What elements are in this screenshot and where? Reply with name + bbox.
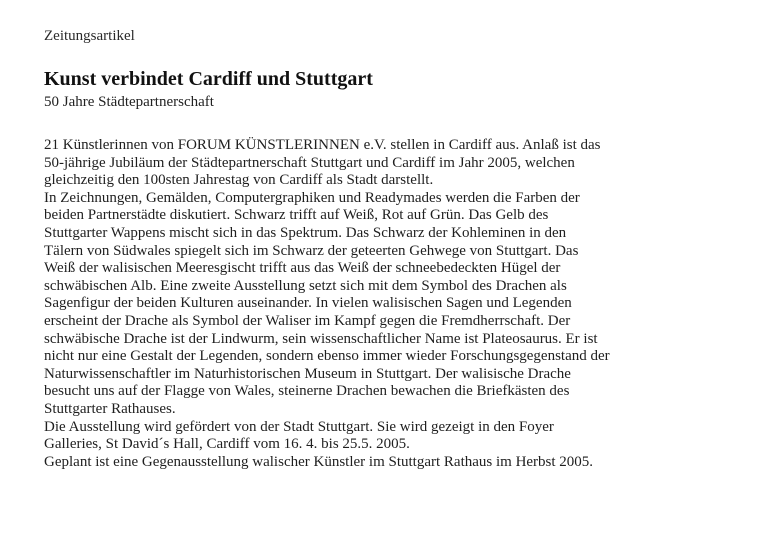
article-body-line: Geplant ist eine Gegenausstellung walischer Künstler im Stuttgart Rathaus im Herbst 2005. xyxy=(44,453,594,470)
article-headline: Kunst verbindet Cardiff und Stuttgart xyxy=(44,68,373,90)
article-body-line: Tälern von Südwales spiegelt sich im Schwarz der geteerten Gehwege von Stuttgart. Das xyxy=(44,242,579,259)
article-body-line: erscheint der Drache als Symbol der Waliser im Kampf gegen die Fremdherrschaft. Der xyxy=(44,312,571,329)
article-body-line: beiden Partnerstädte diskutiert. Schwarz trifft auf Weiß, Rot auf Grün. Das Gelb des xyxy=(44,207,549,224)
article-body-line: In Zeichnungen, Gemälden, Computergraphiken und Readymades werden die Farben der xyxy=(44,189,580,206)
article-body-line: besucht uns auf der Flagge von Wales, steinerne Drachen bewachen die Briefkästen des xyxy=(44,383,570,400)
article-subheadline: 50 Jahre Städtepartnerschaft xyxy=(44,94,214,110)
article-body-line: gleichzeitig den 100sten Jahrestag von Cardiff als Stadt darstellt. xyxy=(44,172,434,189)
article-body-line: Weiß der walisischen Meeresgischt trifft aus das Weiß der schneebedeckten Hügel der xyxy=(44,260,561,277)
article-body-line: nicht nur eine Gestalt der Legenden, sondern ebenso immer wieder Forschungsgegenstand der xyxy=(44,348,610,365)
article-body-line: Sagenfigur der beiden Kulturen auseinander. In vielen walisischen Sagen und Legenden xyxy=(44,295,572,312)
article-body-line: Naturwissenschaftler im Naturhistorischen Museum in Stuttgart. Der walisische Drache xyxy=(44,365,571,382)
article-body xyxy=(44,137,734,471)
article-category: Zeitungsartikel xyxy=(44,28,135,44)
article-body-line: Stuttgarter Rathauses. xyxy=(44,400,176,417)
article-body-line: Die Ausstellung wird gefördert von der Stadt Stuttgart. Sie wird gezeigt in den Foyer xyxy=(44,418,554,435)
article-body-line: Stuttgarter Wappens mischt sich in das Spektrum. Das Schwarz der Kohleminen in den xyxy=(44,224,567,241)
article-body-line: schwäbischen Alb. Eine zweite Ausstellung setzt sich mit dem Symbol des Drachen als xyxy=(44,277,567,294)
article-body-line: schwäbische Drache ist der Lindwurm, sein wissenschaftlicher Name ist Plateosaurus. Er ist xyxy=(44,330,598,347)
article-body-line: 50-jährige Jubiläum der Städtepartnerschaft Stuttgart und Cardiff im Jahr 2005, welchen xyxy=(44,154,575,171)
article-body-line: Galleries, St David´s Hall, Cardiff vom 16. 4. bis 25.5. 2005. xyxy=(44,436,410,453)
article-body-line: 21 Künstlerinnen von FORUM KÜNSTLERINNEN e.V. stellen in Cardiff aus. Anlaß ist das xyxy=(44,137,601,153)
